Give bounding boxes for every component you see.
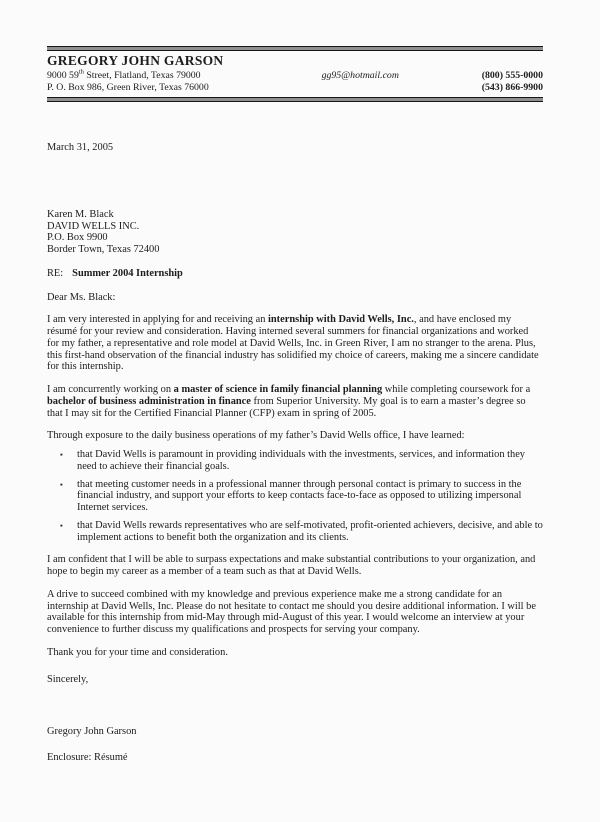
cover-letter-page <box>0 46 600 822</box>
signature-name: Gregory John Garson <box>47 726 137 738</box>
date-line: March 31, 2005 <box>47 142 114 153</box>
recipient-po-box: P.O. Box 9900 <box>47 232 108 244</box>
bullet-text-customer-needs: that meeting customer needs in a professional manner through personal contact is primary to success in the financial industry, and support your efforts to keep contacts face-to-face as opposed to utilizing impersonal Internet services. <box>77 478 522 513</box>
phone-line-2: (543) 866-9900 <box>481 81 543 93</box>
letter-body <box>47 142 543 764</box>
paragraph-intro-bold: internship with David Wells, Inc. <box>268 314 414 326</box>
paragraph-education-post: from Superior University. My goal is to earn a master’s degree so that I may sit for the Certified Financial Planner (CFP) exam in spring of 2005. <box>47 395 526 419</box>
bullet-text-investments: that David Wells is paramount in providing individuals with the investments, services, and information they need to achieve their financial goals. <box>77 449 526 472</box>
paragraph-intro <box>47 314 543 373</box>
re-label: RE: <box>47 267 64 279</box>
paragraph-education-bold-masters: a master of science in family financial planning <box>173 384 383 395</box>
square-bullet-icon: ▪ <box>60 520 63 530</box>
enclosure-note: Enclosure: Résumé <box>47 752 128 763</box>
letterhead-email: gg95@hotmail.com <box>321 70 399 81</box>
address-line-1-number: 9000 59 <box>47 70 79 81</box>
address-line-2: P. O. Box 986, Green River, Texas 76000 <box>47 81 209 93</box>
closing: Sincerely, <box>47 673 89 685</box>
letterhead-address <box>47 70 209 93</box>
letterhead-phones <box>482 70 543 93</box>
paragraph-intro-post: , and have enclosed my résumé for your review and consideration. Having interned several summers for financial organizations and worked for my father, a representative and role model at David Wells, Inc. in Green River, I am no stranger to the arena. Plus, this first-hand observation of the financial industry has solidified my choice of careers, making me a sincere candidate for this internship. <box>47 314 539 373</box>
re-line <box>47 268 543 280</box>
paragraph-education-mid: while completing coursework for a <box>382 384 531 395</box>
bullet-list <box>47 449 543 543</box>
address-line-1-street: Street, Flatland, Texas 79000 <box>83 70 201 81</box>
paragraph-availability: A drive to succeed combined with my knowledge and previous experience make me a strong candidate for an internship at David Wells, Inc. Please do not hesitate to contact me should you desire additional information. I will be available for this internship from mid-May through mid-August of this year. I would welcome an interview at your convenience to further discuss my qualifications and prospects for serving your company. <box>47 588 536 635</box>
letterhead-top-rule <box>47 46 543 51</box>
salutation: Dear Ms. Black: <box>47 291 116 303</box>
address-line-1-ordinal: th <box>78 68 84 76</box>
square-bullet-icon: ▪ <box>60 479 63 489</box>
phone-line-1: (800) 555-0000 <box>481 70 543 81</box>
paragraph-thanks: Thank you for your time and consideration. <box>47 646 228 658</box>
list-item <box>47 449 543 473</box>
recipient-block <box>47 209 543 256</box>
letterhead-contact-row <box>47 70 543 93</box>
address-line-1 <box>47 70 209 82</box>
paragraph-lead-in: Through exposure to the daily business operations of my father’s David Wells office, I have learned: <box>47 430 465 442</box>
paragraph-education <box>47 384 543 419</box>
paragraph-intro-pre: I am very interested in applying for and receiving an <box>47 314 269 326</box>
paragraph-education-pre: I am concurrently working on <box>47 384 174 395</box>
letterhead-bottom-rule <box>47 97 543 102</box>
letterhead <box>47 46 543 102</box>
re-subject: Summer 2004 Internship <box>72 267 183 279</box>
recipient-company: DAVID WELLS INC. <box>47 220 140 232</box>
recipient-name: Karen M. Black <box>47 208 114 220</box>
list-item <box>47 479 543 514</box>
square-bullet-icon: ▪ <box>60 450 63 459</box>
bullet-text-rewards: that David Wells rewards representatives who are self-motivated, profit-oriented achievers, decisive, and able to implement actions to benefit both the organization and its clients. <box>77 519 543 543</box>
paragraph-confidence: I am confident that I will be able to surpass expectations and make substantial contributions to your organization, and hope to begin my career as a member of a team such as that at David Wells. <box>47 554 536 577</box>
recipient-city: Border Town, Texas 72400 <box>47 244 160 255</box>
paragraph-education-bold-bachelor: bachelor of business administration in finance <box>47 395 251 407</box>
list-item <box>47 520 543 544</box>
letterhead-name: GREGORY JOHN GARSON <box>47 53 224 68</box>
